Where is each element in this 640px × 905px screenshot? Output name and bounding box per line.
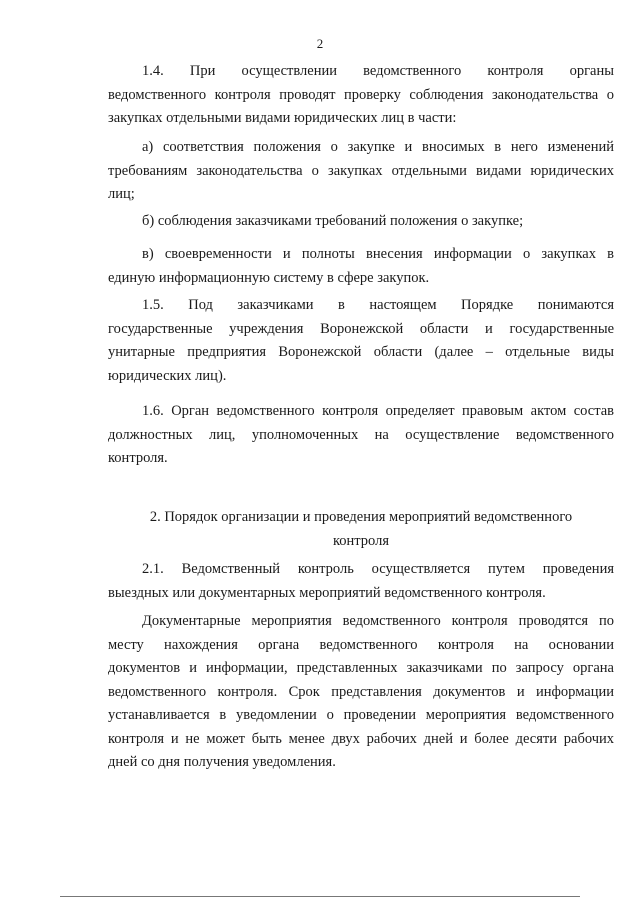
text-line: Документарные мероприятия ведомственного контроля проводятся по [142, 613, 614, 629]
heading-line: контроля [332, 532, 390, 549]
heading-line: 2. Порядок организации и проведения мероприятий ведомственного [149, 509, 573, 525]
text-line: ведомственного контроля проводят проверку соблюдения законодательства о [108, 86, 614, 103]
text-line: ведомственного контроля. Срок представления документов и информации [108, 683, 614, 700]
paragraph-1-4 [108, 60, 614, 131]
page-number: 2 [316, 36, 324, 51]
text-line: в) своевременности и полноты внесения информации о закупках в [142, 246, 614, 262]
paragraph-2-1 [108, 558, 614, 605]
text-line: дней со дня получения уведомления. [108, 754, 336, 770]
text-line: документов и информации, представленных заказчиками по запросу органа [108, 660, 614, 676]
text-line: унитарные предприятия Воронежской области (далее – отдельные виды [108, 344, 614, 360]
paragraph-item-v [108, 243, 614, 290]
paragraph-1-5 [108, 294, 614, 388]
text-line: контроля. [108, 450, 168, 466]
paragraph-item-a [108, 136, 614, 207]
text-line: а) соответствия положения о закупке и вносимых в него изменений [142, 139, 614, 155]
text-line: должностных лиц, уполномоченных на осуществление ведомственного [108, 426, 614, 443]
text-line: 1.4. При осуществлении ведомственного контроля органы [142, 63, 614, 79]
text-line: 1.5. Под заказчиками в настоящем Порядке понимаются [142, 297, 614, 313]
text-line: выездных или документарных мероприятий ведомственного контроля. [108, 584, 546, 601]
section-heading [108, 506, 614, 553]
paragraph-1-6 [108, 400, 614, 471]
text-line: закупках отдельными видами юридических лиц в части: [108, 110, 457, 126]
text-line: контроля и не может быть менее двух рабочих дней и более десяти рабочих [108, 730, 614, 747]
paragraph-documentary [108, 610, 614, 775]
paragraph-item-b [108, 210, 614, 234]
text-line: юридических лиц). [108, 367, 227, 384]
text-line: устанавливается в уведомлении о проведении мероприятия ведомственного [108, 707, 614, 723]
scan-edge-line [60, 896, 580, 897]
text-line: лиц; [108, 186, 135, 202]
text-line: государственные учреждения Воронежской области и государственные [108, 320, 614, 337]
text-line: единую информационную систему в сфере закупок. [108, 269, 430, 286]
text-line: требованиям законодательства о закупках отдельными видами юридических [108, 162, 614, 179]
text-line: б) соблюдения заказчиками требований положения о закупке; [142, 213, 524, 229]
text-line: месту нахождения органа ведомственного контроля на основании [108, 636, 614, 653]
text-line: 2.1. Ведомственный контроль осуществляется путем проведения [142, 561, 614, 577]
text-line: 1.6. Орган ведомственного контроля определяет правовым актом состав [142, 403, 614, 419]
